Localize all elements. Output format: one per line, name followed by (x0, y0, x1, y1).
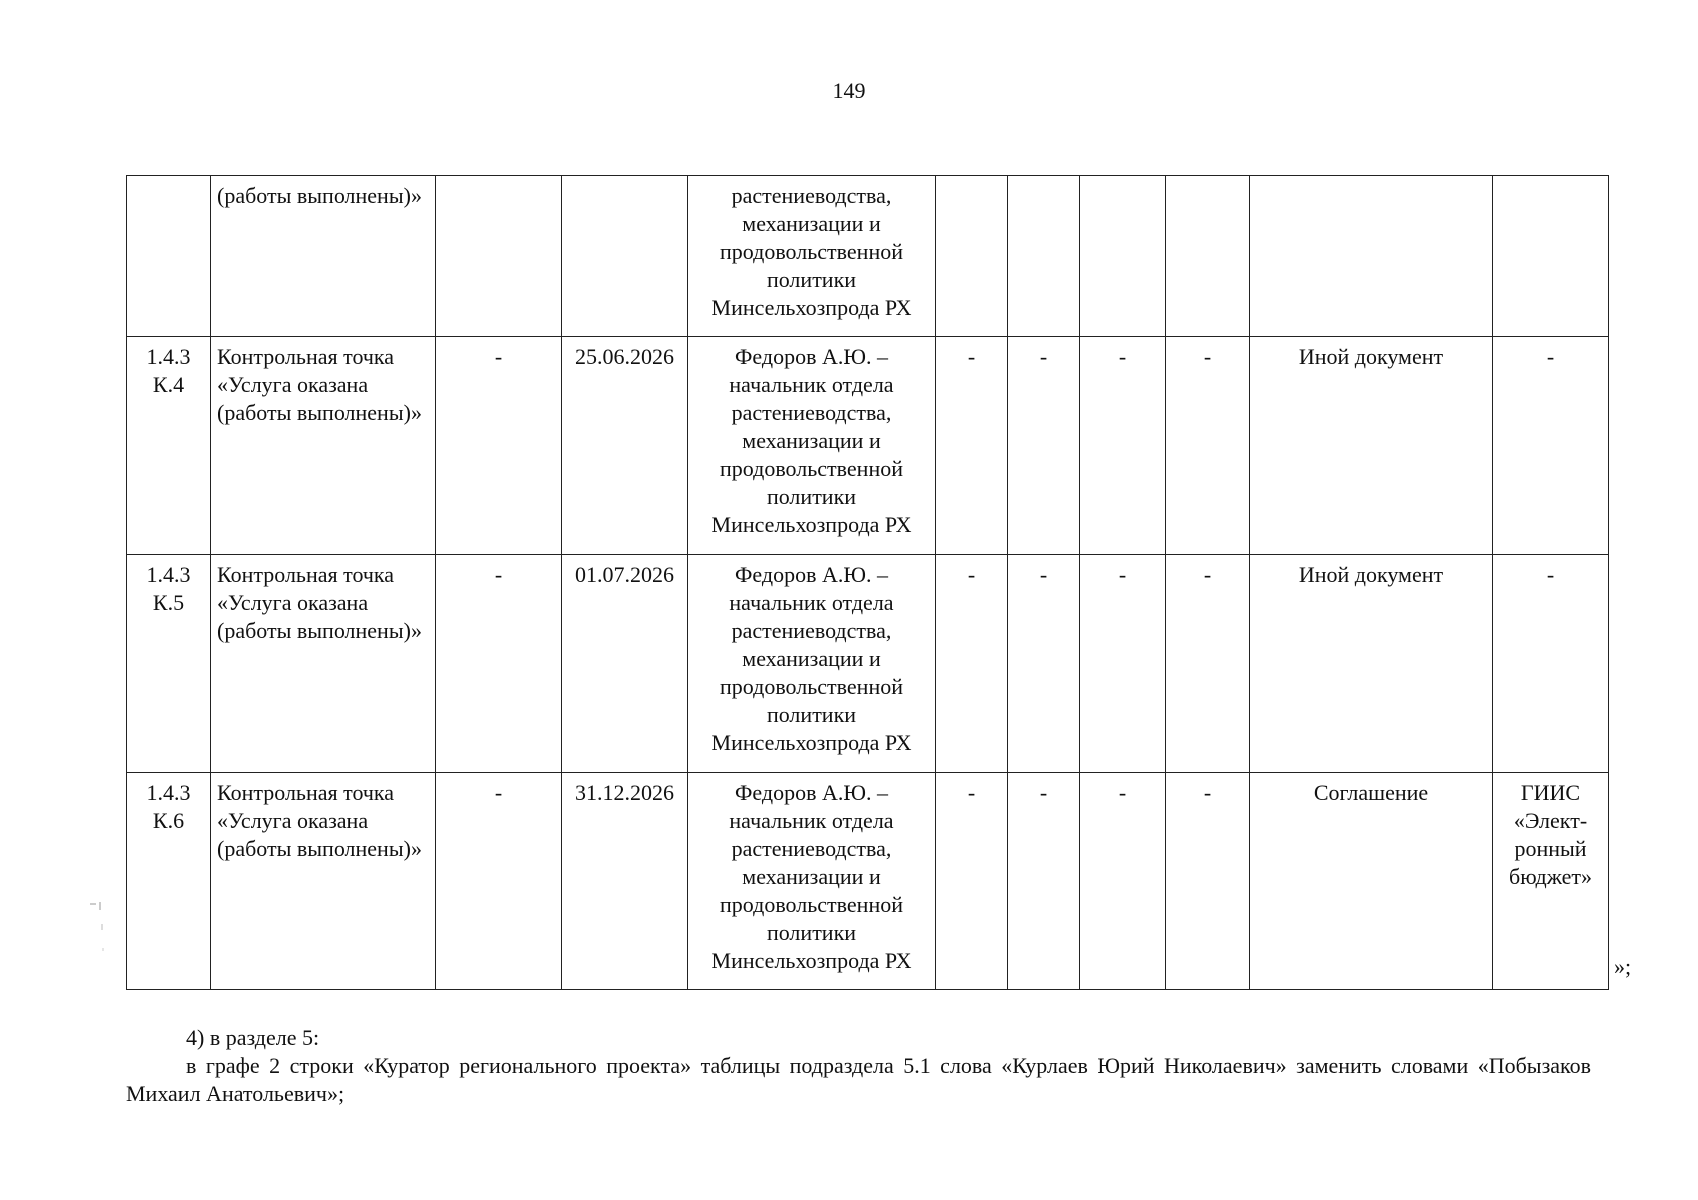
cell-document (1250, 176, 1493, 337)
cell-date: 31.12.2026 (562, 773, 688, 990)
cell-document: Соглашение (1250, 773, 1493, 990)
cell-d3: - (1080, 773, 1166, 990)
cell-date: 25.06.2026 (562, 337, 688, 555)
cell-number: 1.4.3 К.4 (127, 337, 211, 555)
cell-base-value: - (436, 555, 562, 773)
cell-system: ГИИС «Элект-ронный бюджет» (1493, 773, 1609, 990)
cell-d4: - (1166, 773, 1250, 990)
cell-responsible: растениеводства, механизации и продовольственной политики Минсельхозпрода РХ (688, 176, 936, 337)
cell-d3 (1080, 176, 1166, 337)
cell-responsible: Федоров А.Ю. – начальник отдела растениеводства, механизации и продовольственной политики Минсельхозпрода РХ (688, 337, 936, 555)
cell-d3: - (1080, 337, 1166, 555)
closing-quote: »; (1614, 954, 1632, 979)
cell-number: 1.4.3 К.5 (127, 555, 211, 773)
cell-document: Иной документ (1250, 555, 1493, 773)
table-row (127, 176, 1609, 337)
cell-name: Контрольная точка «Услуга оказана (работы выполнены)» (211, 337, 436, 555)
table-row (127, 337, 1609, 555)
cell-date (562, 176, 688, 337)
scan-artifact (86, 900, 106, 970)
cell-base-value: - (436, 773, 562, 990)
cell-d1: - (936, 337, 1008, 555)
paragraph-section-5: 4) в разделе 5: (186, 1025, 320, 1050)
cell-date: 01.07.2026 (562, 555, 688, 773)
cell-base-value (436, 176, 562, 337)
cell-d1: - (936, 555, 1008, 773)
cell-d1 (936, 176, 1008, 337)
checkpoints-table (126, 175, 1609, 990)
cell-d2: - (1008, 773, 1080, 990)
cell-system: - (1493, 555, 1609, 773)
cell-d1: - (936, 773, 1008, 990)
cell-d4 (1166, 176, 1250, 337)
cell-name: Контрольная точка «Услуга оказана (работы выполнены)» (211, 773, 436, 990)
paragraph-amendment: в графе 2 строки «Куратор регионального проекта» таблицы подраздела 5.1 слова «Курлаев Юрий Николаевич» заменить словами «Побызаков Михаил Анатольевич»; (126, 1053, 1591, 1106)
cell-document: Иной документ (1250, 337, 1493, 555)
cell-name: Контрольная точка «Услуга оказана (работы выполнены)» (211, 555, 436, 773)
cell-d3: - (1080, 555, 1166, 773)
cell-system (1493, 176, 1609, 337)
cell-responsible: Федоров А.Ю. – начальник отдела растениеводства, механизации и продовольственной политики Минсельхозпрода РХ (688, 555, 936, 773)
cell-d2: - (1008, 337, 1080, 555)
page-number: 149 (832, 78, 866, 103)
cell-number: 1.4.3 К.6 (127, 773, 211, 990)
cell-system: - (1493, 337, 1609, 555)
cell-d2: - (1008, 555, 1080, 773)
cell-d4: - (1166, 555, 1250, 773)
cell-d2 (1008, 176, 1080, 337)
table-row (127, 773, 1609, 990)
cell-d4: - (1166, 337, 1250, 555)
cell-name: (работы выполнены)» (211, 176, 436, 337)
cell-number (127, 176, 211, 337)
cell-responsible: Федоров А.Ю. – начальник отдела растениеводства, механизации и продовольственной политики Минсельхозпрода РХ (688, 773, 936, 990)
table-row (127, 555, 1609, 773)
cell-base-value: - (436, 337, 562, 555)
